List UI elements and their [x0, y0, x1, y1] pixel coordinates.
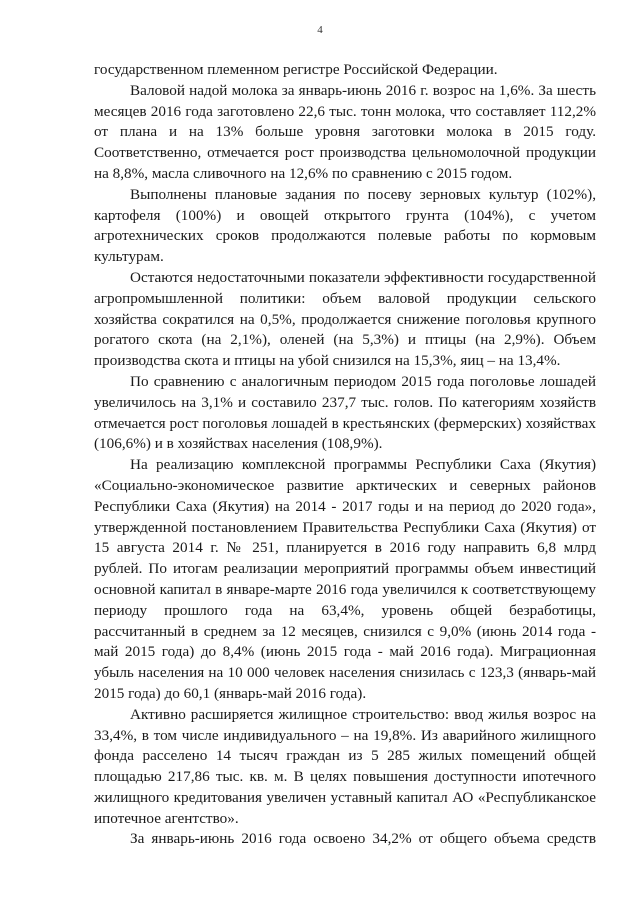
paragraph-arctic-program: На реализацию комплексной программы Республики Саха (Якутия) «Социально-экономическое развитие арктических и северных районов Республики Саха (Якутия) на 2014 - 2017 годы и на период до 2020 года», утвержденной постановлением Правительства Республики Саха (Якутия) от 15 августа 2014 г. № 251, планируется в 2016 году направить 6,8 млрд рублей. По итогам реализации мероприятий программы объем инвестиций основной капитал в январе-марте 2016 года увеличился к соответствующему периоду прошлого года на 63,4%, уровень общей безработицы, рассчитанный в среднем за 12 месяцев, снизился с 9,0% (июнь 2014 года - май 2015 года) до 8,4% (июнь 2015 года - май 2016 года). Миграционная убыль населения на 10 000 человек населения снизилась с 123,3 (январь-май 2015 года) до 60,1 (январь-май 2016 года). [94, 456, 596, 702]
paragraph-continuation: государственном племенном регистре Российской Федерации. [94, 61, 498, 78]
paragraph-agro-policy: Остаются недостаточными показатели эффективности государственной агропромышленной политики: объем валовой продукции сельского хозяйства сократился на 0,5%, продолжается снижение поголовья крупного рогатого скота (на 2,1%), оленей (на 5,3%) и птицы (на 2,9%). Объем производства скота и птицы на убой снизился на 15,3%, яиц – на 13,4%. [94, 268, 596, 370]
body-text [94, 60, 596, 850]
paragraph-horses: По сравнению с аналогичным периодом 2015 года поголовье лошадей увеличилось на 3,1% и составило 237,7 тыс. голов. По категориям хозяйств отмечается рост поголовья лошадей в крестьянских (фермерских) хозяйствах (106,6%) и в хозяйствах населения (108,9%). [94, 372, 596, 453]
paragraph-milk-yield: Валовой надой молока за январь-июнь 2016 г. возрос на 1,6%. За шесть месяцев 2016 года заготовлено 22,6 тыс. тонн молока, что составляет 112,2% от плана и на 13% больше уровня заготовки молока в 2015 году. Соответственно, отмечается рост производства цельномолочной продукции на 8,8%, масла сливочного на 12,6% по сравнению с 2015 годом. [94, 81, 596, 182]
paragraph-funds: За январь-июнь 2016 года освоено 34,2% от общего объема средств [130, 830, 596, 848]
paragraph-housing: Активно расширяется жилищное строительство: ввод жилья возрос на 33,4%, в том числе индивидуального – на 19,8%. Из аварийного жилищного фонда расселено 14 тысяч граждан из 5 285 жилых помещений общей площадью 217,86 тыс. кв. м. В целях повышения доступности ипотечного жилищного кредитования увеличен уставный капитал АО «Республиканское ипотечное агентство». [94, 705, 596, 827]
page-number: 4 [317, 24, 323, 36]
paragraph-sowing: Выполнены плановые задания по посеву зерновых культур (102%), картофеля (100%) и овощей открытого грунта (104%), с учетом агротехнических сроков продолжаются полевые работы по кормовым культурам. [94, 185, 596, 266]
